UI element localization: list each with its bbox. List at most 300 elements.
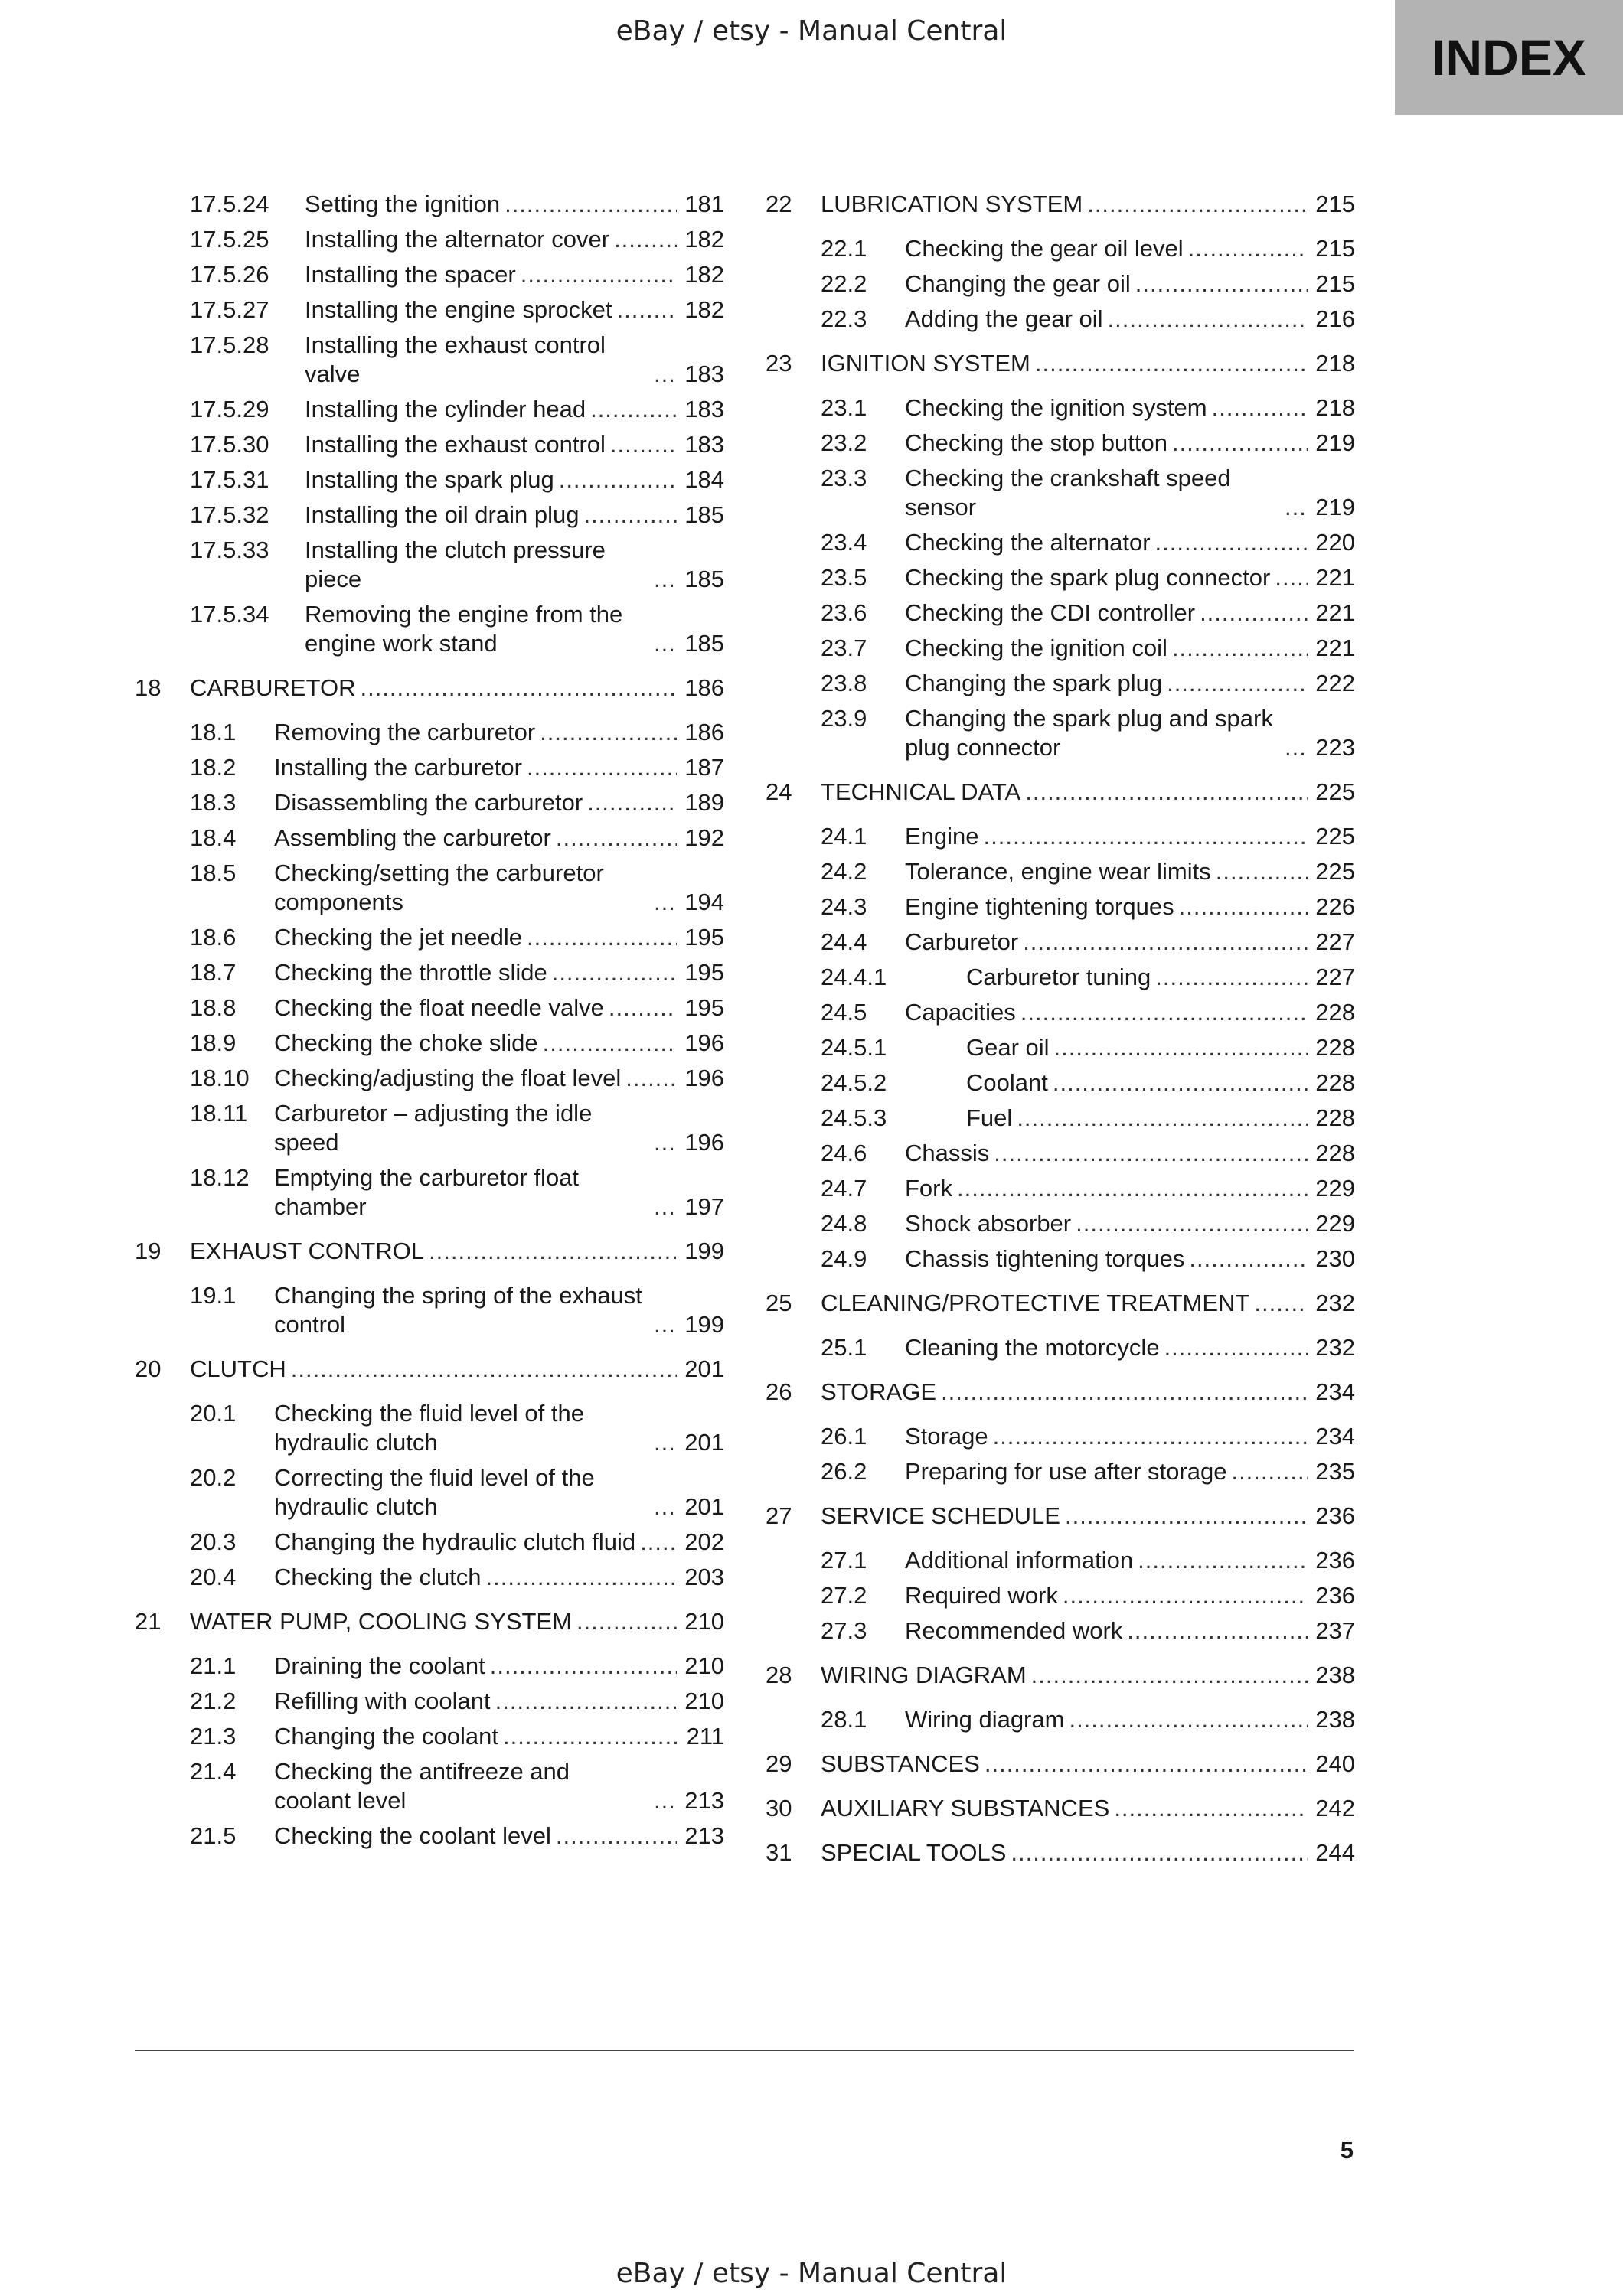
toc-entry[interactable] — [766, 1333, 1355, 1362]
toc-entry-number: 20 — [135, 1355, 162, 1382]
toc-entry-title: Checking the ignition system — [905, 394, 1207, 421]
toc-entry-number: 23.6 — [821, 599, 867, 626]
toc-entry[interactable] — [135, 260, 724, 289]
toc-entry[interactable] — [135, 295, 724, 325]
toc-entry-title: CARBURETOR — [190, 674, 356, 701]
toc-entry[interactable] — [135, 823, 724, 853]
toc-entry-title: Checking the throttle slide — [274, 959, 547, 986]
dot-leader — [429, 1237, 677, 1266]
toc-entry-number: 29 — [766, 1750, 792, 1777]
toc-entry[interactable] — [766, 857, 1355, 886]
toc-chapter-entry[interactable] — [766, 1289, 1355, 1318]
toc-entry-page: 230 — [1315, 1245, 1355, 1272]
toc-entry-number: 22.3 — [821, 305, 867, 332]
toc-entry-title: Checking the crankshaft speed sensor — [905, 465, 1231, 520]
toc-entry-number: 18 — [135, 674, 162, 701]
toc-entry-number: 17.5.26 — [190, 261, 269, 288]
toc-entry-title: Chassis tightening torques — [905, 1245, 1185, 1272]
toc-entry[interactable] — [135, 923, 724, 952]
toc-entry[interactable] — [766, 305, 1355, 334]
toc-entry-title: Coolant — [966, 1069, 1048, 1096]
dot-leader — [941, 1378, 1308, 1407]
toc-entry-number: 20.4 — [190, 1564, 237, 1590]
toc-entry-title: Changing the spark plug — [905, 670, 1163, 696]
toc-entry[interactable] — [766, 1033, 1355, 1062]
toc-entry[interactable] — [766, 1546, 1355, 1575]
dot-leader — [654, 629, 677, 658]
toc-entry-number: 23.8 — [821, 670, 867, 696]
toc-entry-page: 215 — [1315, 235, 1355, 262]
toc-entry-page: 237 — [1315, 1617, 1355, 1644]
toc-entry-title: Checking the jet needle — [274, 924, 523, 951]
dot-leader — [1114, 1794, 1308, 1823]
dot-leader — [291, 1355, 677, 1384]
toc-entry-page: 199 — [684, 1238, 724, 1264]
dot-leader — [1011, 1838, 1308, 1867]
toc-entry-page: 229 — [1315, 1210, 1355, 1237]
toc-entry[interactable] — [766, 998, 1355, 1027]
dot-leader — [640, 1528, 677, 1557]
toc-entry-page: 185 — [684, 630, 724, 657]
toc-entry-page: 184 — [684, 466, 724, 493]
toc-entry-page: 232 — [1315, 1334, 1355, 1361]
dot-leader — [1138, 1546, 1308, 1575]
toc-entry-title: Carburetor — [905, 928, 1019, 955]
toc-chapter-entry[interactable] — [766, 778, 1355, 807]
toc-entry-number: 21.1 — [190, 1652, 237, 1679]
toc-entry-number: 17.5.27 — [190, 296, 269, 323]
dot-leader — [1254, 1289, 1308, 1318]
toc-entry-title: Installing the engine sprocket — [305, 296, 612, 323]
toc-entry[interactable] — [766, 234, 1355, 263]
dot-leader — [1076, 1209, 1308, 1238]
toc-chapter-entry[interactable] — [766, 190, 1355, 219]
dot-leader — [552, 958, 677, 987]
toc-entry-number: 20.2 — [190, 1464, 237, 1491]
toc-entry[interactable] — [135, 1687, 724, 1716]
toc-entry-page: 244 — [1315, 1839, 1355, 1866]
toc-entry-title: Checking the alternator — [905, 529, 1151, 556]
toc-entry-page: 195 — [684, 959, 724, 986]
toc-entry-page: 192 — [684, 824, 724, 851]
dot-leader — [1188, 234, 1308, 263]
dot-leader — [490, 1652, 677, 1681]
toc-entry[interactable] — [766, 928, 1355, 957]
toc-entry-page: 210 — [684, 1688, 724, 1714]
toc-entry-title: SPECIAL TOOLS — [821, 1839, 1007, 1866]
toc-entry-title: WIRING DIAGRAM — [821, 1662, 1027, 1688]
toc-entry-title: Required work — [905, 1582, 1058, 1609]
dot-leader — [540, 718, 677, 747]
toc-entry[interactable] — [766, 1104, 1355, 1133]
toc-entry-number: 26.2 — [821, 1458, 867, 1485]
toc-entry-title: STORAGE — [821, 1378, 937, 1405]
toc-entry-title: Installing the carburetor — [274, 754, 522, 781]
toc-entry[interactable] — [766, 393, 1355, 422]
toc-entry-page: 225 — [1315, 823, 1355, 850]
toc-entry-page: 182 — [684, 226, 724, 253]
toc-entry-title: Storage — [905, 1423, 988, 1450]
toc-entry[interactable] — [135, 1099, 724, 1157]
toc-entry-title: TECHNICAL DATA — [821, 778, 1021, 805]
toc-entry-number: 25 — [766, 1290, 792, 1316]
toc-entry-title: Changing the hydraulic clutch fluid — [274, 1528, 636, 1555]
toc-entry-title: Shock absorber — [905, 1210, 1072, 1237]
toc-entry-number: 24.5.3 — [821, 1104, 887, 1131]
dot-leader — [360, 673, 677, 703]
toc-entry-title: Adding the gear oil — [905, 305, 1103, 332]
toc-entry-number: 25.1 — [821, 1334, 867, 1361]
dot-leader — [576, 1607, 677, 1636]
dot-leader — [1216, 857, 1308, 886]
toc-entry-title: Checking the fluid level of the hydraulic clutch — [274, 1400, 584, 1456]
toc-entry-title: Installing the exhaust control — [305, 431, 606, 458]
toc-entry-page: 215 — [1315, 270, 1355, 297]
toc-entry-title: Checking the clutch — [274, 1564, 482, 1590]
toc-entry[interactable] — [135, 395, 724, 424]
toc-entry-title: Gear oil — [966, 1034, 1050, 1061]
toc-entry-page: 236 — [1315, 1582, 1355, 1609]
toc-entry[interactable] — [135, 1399, 724, 1457]
toc-entry-title: Checking the ignition coil — [905, 634, 1167, 661]
toc-entry-page: 182 — [684, 296, 724, 323]
toc-entry-page: 220 — [1315, 529, 1355, 556]
toc-entry-number: 24.6 — [821, 1140, 867, 1166]
toc-entry-title: Installing the clutch pressure piece — [305, 536, 606, 592]
toc-chapter-entry[interactable] — [766, 1794, 1355, 1823]
toc-entry-page: 194 — [684, 889, 724, 915]
toc-entry-number: 23.4 — [821, 529, 867, 556]
toc-entry-number: 24.7 — [821, 1175, 867, 1202]
toc-entry-number: 18.10 — [190, 1065, 250, 1091]
dot-leader — [1231, 1457, 1308, 1486]
toc-entry[interactable] — [766, 1139, 1355, 1168]
dot-leader — [994, 1139, 1308, 1168]
toc-entry[interactable] — [766, 1581, 1355, 1610]
toc-entry-page: 189 — [684, 789, 724, 816]
toc-right-column — [766, 190, 1355, 1883]
toc-chapter-entry[interactable] — [766, 349, 1355, 378]
toc-entry[interactable] — [135, 536, 724, 594]
toc-entry-title: Removing the engine from the engine work stand — [305, 601, 623, 657]
dot-leader — [1063, 1581, 1308, 1610]
dot-leader — [984, 822, 1308, 851]
toc-entry-number: 23.7 — [821, 634, 867, 661]
dot-leader — [985, 1750, 1308, 1779]
toc-entry-number: 26.1 — [821, 1423, 867, 1450]
toc-entry-title: Changing the gear oil — [905, 270, 1131, 297]
toc-entry-page: 183 — [684, 431, 724, 458]
dot-leader — [654, 1310, 677, 1339]
toc-entry[interactable] — [135, 753, 724, 782]
dot-leader — [1155, 963, 1308, 992]
toc-entry-number: 18.1 — [190, 719, 237, 745]
toc-entry[interactable] — [766, 1244, 1355, 1274]
toc-entry-page: 228 — [1315, 1069, 1355, 1096]
toc-entry[interactable] — [766, 822, 1355, 851]
toc-entry-title: Cleaning the motorcycle — [905, 1334, 1160, 1361]
toc-entry[interactable] — [135, 1757, 724, 1815]
toc-entry-number: 24.4.1 — [821, 964, 887, 990]
toc-entry-number: 28 — [766, 1662, 792, 1688]
dot-leader — [1025, 778, 1308, 807]
toc-entry-page: 221 — [1315, 599, 1355, 626]
toc-entry-page: 238 — [1315, 1662, 1355, 1688]
toc-entry-title: Engine — [905, 823, 979, 850]
toc-entry-page: 210 — [684, 1608, 724, 1635]
toc-entry-title: CLEANING/PROTECTIVE TREATMENT — [821, 1290, 1250, 1316]
toc-entry-number: 17.5.31 — [190, 466, 269, 493]
dot-leader — [610, 430, 677, 459]
toc-entry-number: 18.5 — [190, 859, 237, 886]
dot-leader — [556, 823, 677, 853]
toc-chapter-entry[interactable] — [766, 1750, 1355, 1779]
toc-entry-title: Wiring diagram — [905, 1706, 1065, 1733]
toc-entry-number: 24.1 — [821, 823, 867, 850]
dot-leader — [1189, 1244, 1308, 1274]
toc-entry[interactable] — [135, 331, 724, 389]
toc-entry-page: 236 — [1315, 1547, 1355, 1574]
dot-leader — [654, 565, 677, 594]
toc-entry-title: Carburetor – adjusting the idle speed — [274, 1100, 593, 1156]
toc-entry-number: 23.1 — [821, 394, 867, 421]
toc-entry-page: 228 — [1315, 1034, 1355, 1061]
toc-entry-number: 24.8 — [821, 1210, 867, 1237]
toc-entry-number: 23.3 — [821, 465, 867, 491]
toc-chapter-entry[interactable] — [135, 1237, 724, 1266]
toc-entry[interactable] — [766, 429, 1355, 458]
toc-entry[interactable] — [135, 1563, 724, 1592]
toc-entry-page: 219 — [1315, 429, 1355, 456]
toc-entry[interactable] — [766, 598, 1355, 628]
toc-entry[interactable] — [135, 1163, 724, 1221]
toc-entry[interactable] — [766, 669, 1355, 698]
toc-entry[interactable] — [766, 1209, 1355, 1238]
toc-entry-title: Changing the coolant — [274, 1723, 499, 1750]
dot-leader — [654, 1192, 677, 1221]
dot-leader — [617, 295, 677, 325]
toc-entry[interactable] — [766, 892, 1355, 921]
toc-entry-number: 21.2 — [190, 1688, 237, 1714]
toc-entry[interactable] — [135, 993, 724, 1022]
toc-entry-title: Chassis — [905, 1140, 990, 1166]
toc-entry-page: 221 — [1315, 634, 1355, 661]
toc-entry-page: 182 — [684, 261, 724, 288]
toc-entry-page: 199 — [684, 1311, 724, 1338]
toc-entry-page: 195 — [684, 924, 724, 951]
toc-entry-page: 227 — [1315, 928, 1355, 955]
toc-entry-number: 22.1 — [821, 235, 867, 262]
toc-chapter-entry[interactable] — [766, 1661, 1355, 1690]
toc-entry-number: 24.5.1 — [821, 1034, 887, 1061]
dot-leader — [1135, 269, 1308, 298]
toc-entry-page: 197 — [684, 1193, 724, 1220]
header-watermark: eBay / etsy - Manual Central — [616, 15, 1007, 47]
toc-entry-number: 21 — [135, 1608, 162, 1635]
toc-entry[interactable] — [766, 634, 1355, 663]
toc-entry[interactable] — [766, 528, 1355, 557]
toc-entry-page: 218 — [1315, 394, 1355, 421]
toc-entry-number: 18.3 — [190, 789, 237, 816]
toc-entry[interactable] — [135, 430, 724, 459]
toc-entry-page: 186 — [684, 674, 724, 701]
toc-entry-title: Capacities — [905, 999, 1016, 1026]
footer-watermark: eBay / etsy - Manual Central — [616, 2258, 1007, 2289]
toc-chapter-entry[interactable] — [135, 1607, 724, 1636]
toc-left-column — [135, 190, 724, 1857]
toc-entry[interactable] — [135, 958, 724, 987]
toc-entry-number: 24.4 — [821, 928, 867, 955]
dot-leader — [1212, 393, 1308, 422]
toc-entry-title: Setting the ignition — [305, 191, 501, 217]
toc-entry-number: 18.12 — [190, 1164, 250, 1191]
toc-entry-number: 17.5.32 — [190, 501, 269, 528]
toc-entry-number: 17.5.25 — [190, 226, 269, 253]
toc-entry[interactable] — [135, 1722, 724, 1751]
dot-leader — [1065, 1502, 1308, 1531]
toc-entry[interactable] — [135, 600, 724, 658]
toc-entry-title: Checking the antifreeze and coolant level — [274, 1758, 570, 1814]
dot-leader — [957, 1174, 1308, 1203]
toc-entry-title: SUBSTANCES — [821, 1750, 980, 1777]
dot-leader — [1172, 634, 1308, 663]
toc-entry-title: Checking the gear oil level — [905, 235, 1184, 262]
toc-entry-page: 225 — [1315, 858, 1355, 885]
toc-chapter-entry[interactable] — [135, 673, 724, 703]
toc-entry-title: EXHAUST CONTROL — [190, 1238, 425, 1264]
toc-entry[interactable] — [135, 859, 724, 917]
toc-entry-page: 196 — [684, 1065, 724, 1091]
toc-entry-page: 196 — [684, 1129, 724, 1156]
dot-leader — [654, 1428, 677, 1457]
dot-leader — [1017, 1104, 1308, 1133]
toc-entry-number: 21.3 — [190, 1723, 237, 1750]
toc-entry-title: Installing the cylinder head — [305, 396, 586, 422]
toc-entry-number: 31 — [766, 1839, 792, 1866]
dot-leader — [521, 260, 677, 289]
toc-entry[interactable] — [766, 963, 1355, 992]
toc-entry-title: Installing the alternator cover — [305, 226, 610, 253]
toc-entry-title: Checking the float needle valve — [274, 994, 604, 1021]
dot-leader — [1167, 669, 1308, 698]
toc-entry-page: 196 — [684, 1029, 724, 1056]
toc-entry-page: 195 — [684, 994, 724, 1021]
toc-entry-page: 201 — [684, 1493, 724, 1520]
dot-leader — [556, 1821, 677, 1851]
toc-entry-number: 19.1 — [190, 1282, 237, 1309]
toc-entry[interactable] — [766, 1174, 1355, 1203]
toc-entry-number: 27.1 — [821, 1547, 867, 1574]
toc-entry-title: Changing the spark plug and spark plug connector — [905, 705, 1273, 761]
dot-leader — [503, 1722, 677, 1751]
toc-entry[interactable] — [135, 225, 724, 254]
toc-entry[interactable] — [135, 501, 724, 530]
toc-entry-title: Carburetor tuning — [966, 964, 1151, 990]
toc-entry[interactable] — [135, 1064, 724, 1093]
toc-entry[interactable] — [766, 1705, 1355, 1734]
page-number: 5 — [1340, 2137, 1354, 2164]
dot-leader — [587, 788, 677, 817]
toc-entry[interactable] — [135, 1528, 724, 1557]
toc-entry-number: 17.5.24 — [190, 191, 269, 217]
toc-entry[interactable] — [135, 1281, 724, 1339]
toc-entry-title: Draining the coolant — [274, 1652, 485, 1679]
toc-entry[interactable] — [766, 269, 1355, 298]
dot-leader — [543, 1029, 677, 1058]
toc-entry-page: 227 — [1315, 964, 1355, 990]
toc-entry-page: 213 — [684, 1787, 724, 1814]
toc-entry[interactable] — [766, 1068, 1355, 1097]
toc-entry-page: 181 — [684, 191, 724, 217]
dot-leader — [1200, 598, 1308, 628]
dot-leader — [1172, 429, 1308, 458]
toc-entry-page: 202 — [684, 1528, 724, 1555]
toc-entry-number: 24.9 — [821, 1245, 867, 1272]
dot-leader — [1275, 563, 1308, 592]
toc-entry-title: Checking the spark plug connector — [905, 564, 1271, 591]
toc-entry[interactable] — [135, 718, 724, 747]
dot-leader — [1069, 1705, 1308, 1734]
toc-entry-page: 186 — [684, 719, 724, 745]
dot-leader — [654, 1786, 677, 1815]
dot-leader — [654, 360, 677, 389]
toc-entry-number: 17.5.29 — [190, 396, 269, 422]
toc-entry[interactable] — [135, 465, 724, 494]
toc-chapter-entry[interactable] — [135, 1355, 724, 1384]
toc-entry-title: Changing the spring of the exhaust control — [274, 1282, 642, 1338]
toc-entry-title: Tolerance, engine wear limits — [905, 858, 1211, 885]
toc-entry[interactable] — [135, 1029, 724, 1058]
dot-leader — [1031, 1661, 1308, 1690]
toc-entry-page: 228 — [1315, 1104, 1355, 1131]
toc-entry-title: Assembling the carburetor — [274, 824, 551, 851]
toc-entry-number: 24.2 — [821, 858, 867, 885]
toc-entry-page: 240 — [1315, 1750, 1355, 1777]
toc-entry[interactable] — [766, 1422, 1355, 1451]
toc-entry-title: Preparing for use after storage — [905, 1458, 1227, 1485]
dot-leader — [614, 225, 677, 254]
toc-entry[interactable] — [135, 788, 724, 817]
toc-entry-title: LUBRICATION SYSTEM — [821, 191, 1083, 217]
dot-leader — [654, 1128, 677, 1157]
toc-entry-title: Installing the exhaust control valve — [305, 331, 606, 387]
toc-entry[interactable] — [135, 190, 724, 219]
toc-entry[interactable] — [766, 1616, 1355, 1645]
toc-entry-page: 228 — [1315, 999, 1355, 1026]
toc-entry[interactable] — [766, 1457, 1355, 1486]
toc-entry[interactable] — [766, 464, 1355, 522]
dot-leader — [1108, 305, 1308, 334]
toc-entry[interactable] — [135, 1652, 724, 1681]
toc-entry[interactable] — [135, 1463, 724, 1521]
dot-leader — [527, 753, 677, 782]
toc-entry-title: Checking the stop button — [905, 429, 1167, 456]
toc-chapter-entry[interactable] — [766, 1838, 1355, 1867]
toc-entry-page: 225 — [1315, 778, 1355, 805]
toc-entry-number: 18.6 — [190, 924, 237, 951]
toc-entry[interactable] — [135, 1821, 724, 1851]
toc-entry[interactable] — [766, 704, 1355, 762]
dot-leader — [1020, 998, 1308, 1027]
toc-chapter-entry[interactable] — [766, 1378, 1355, 1407]
dot-leader — [1155, 528, 1308, 557]
toc-entry[interactable] — [766, 563, 1355, 592]
toc-chapter-entry[interactable] — [766, 1502, 1355, 1531]
toc-entry-page: 218 — [1315, 350, 1355, 377]
toc-entry-page: 185 — [684, 501, 724, 528]
toc-entry-number: 20.3 — [190, 1528, 237, 1555]
toc-entry-title: Recommended work — [905, 1617, 1123, 1644]
